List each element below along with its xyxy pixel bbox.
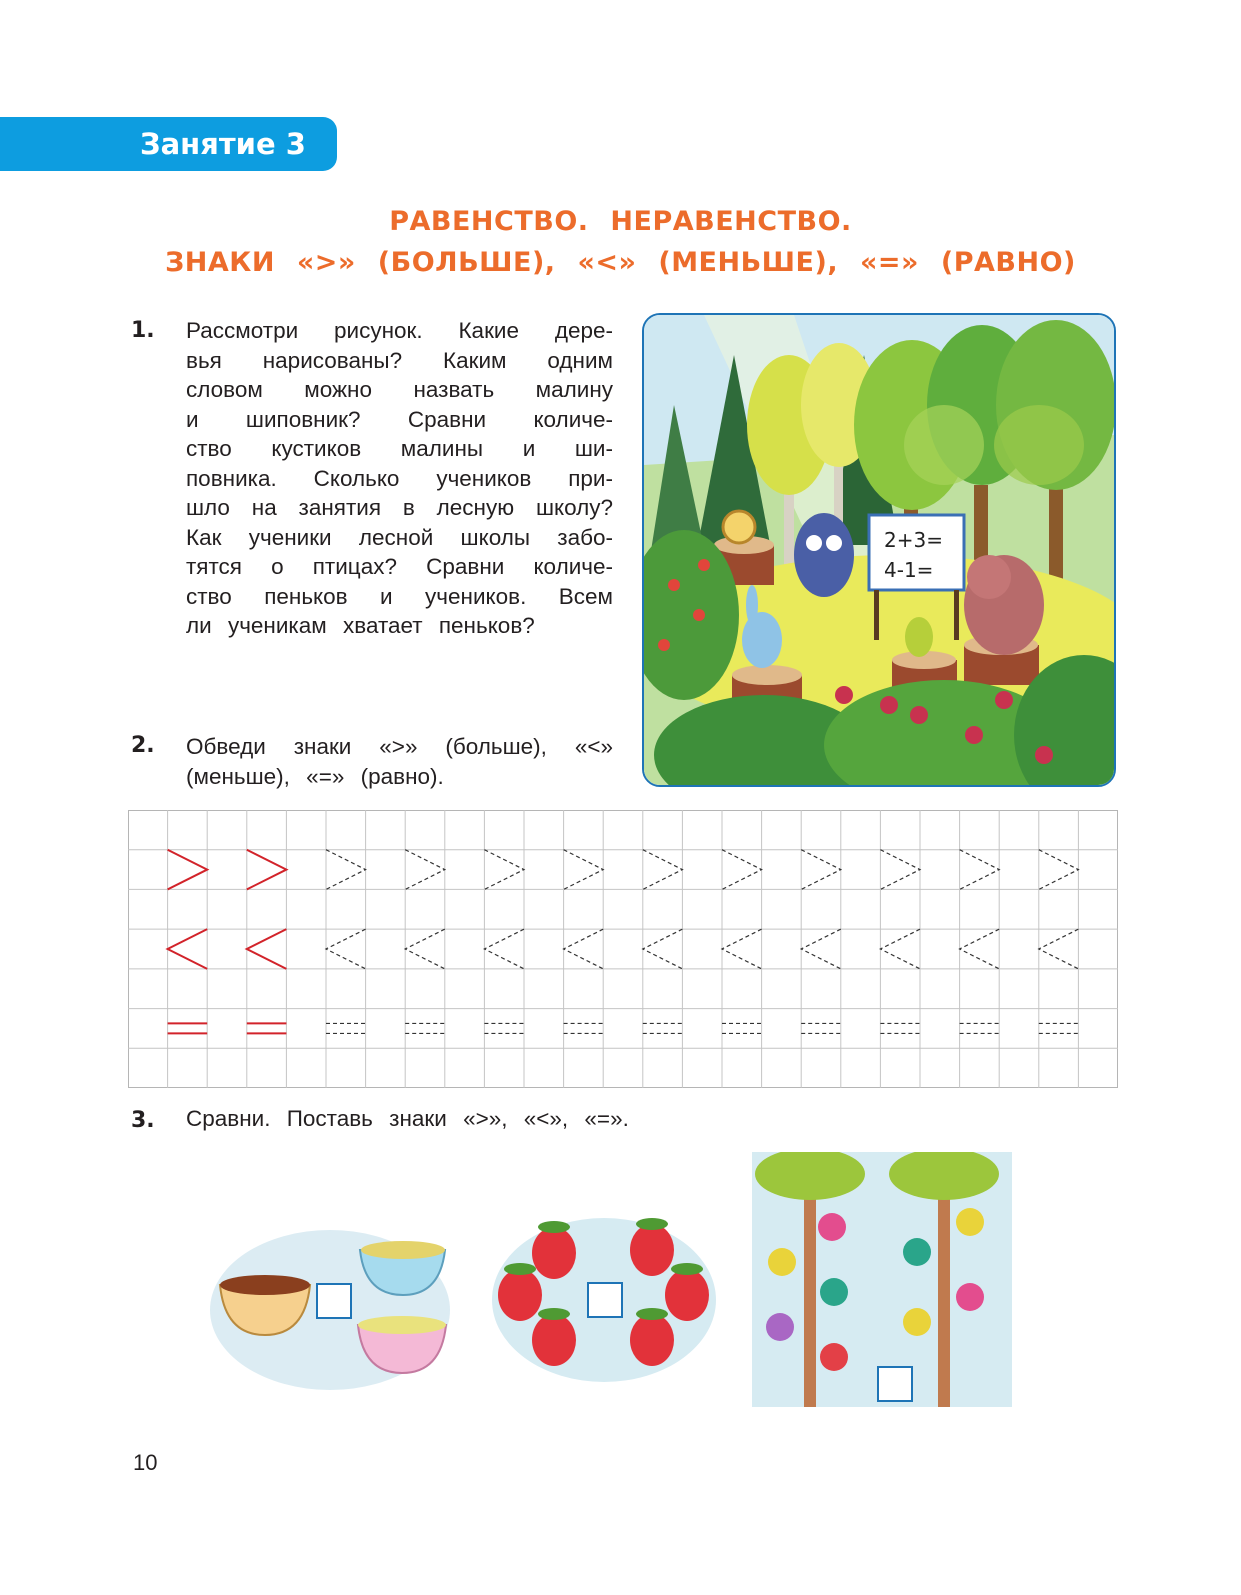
answer-box-strawberries[interactable]: [587, 1282, 623, 1318]
less-than-sign[interactable]: [405, 929, 445, 969]
task1-line: тятся о птицах? Сравни количе-: [186, 554, 613, 579]
greater-than-sign[interactable]: [326, 850, 366, 890]
less-than-sign[interactable]: [722, 929, 762, 969]
forest-scene-icon: [644, 315, 1114, 785]
less-than-sign[interactable]: [326, 929, 366, 969]
task1-text: [186, 316, 613, 641]
less-than-sign: [168, 929, 208, 969]
less-than-sign[interactable]: [484, 929, 524, 969]
greater-than-sign[interactable]: [405, 850, 445, 890]
less-than-sign[interactable]: [643, 929, 683, 969]
answer-box-cups[interactable]: [316, 1283, 352, 1319]
page-number: 10: [133, 1450, 158, 1475]
task1-line: Как ученики лесной школы забо-: [186, 524, 613, 550]
task2-number: 2.: [131, 733, 155, 758]
greater-than-sign[interactable]: [643, 850, 683, 890]
task1-line: и шиповник? Сравни количе-: [186, 406, 613, 432]
forest-school-illustration: [642, 313, 1116, 787]
task1-line: словом можно назвать малину: [186, 377, 613, 402]
answer-box-birds[interactable]: [877, 1366, 913, 1402]
task3-text: Сравни. Поставь знаки «>», «<», «=».: [186, 1106, 629, 1131]
task1-line: повника. Сколько учеников при-: [186, 465, 613, 491]
task1-line: ли ученикам хватает пеньков?: [186, 613, 535, 638]
greater-than-sign[interactable]: [484, 850, 524, 890]
less-than-sign[interactable]: [880, 929, 920, 969]
tracing-grid[interactable]: [128, 810, 1118, 1088]
greater-than-sign[interactable]: [960, 850, 1000, 890]
task1-line: Рассмотри рисунок. Какие дере-: [186, 318, 613, 343]
task2-line: Обведи знаки «>» (больше), «<»: [186, 734, 613, 759]
greater-than-sign: [247, 850, 287, 890]
greater-than-sign[interactable]: [1039, 850, 1079, 890]
greater-than-sign[interactable]: [880, 850, 920, 890]
task3-number: 3.: [131, 1108, 155, 1133]
task2-line: (меньше), «=» (равно).: [186, 763, 444, 789]
greater-than-sign: [168, 850, 208, 890]
less-than-sign[interactable]: [801, 929, 841, 969]
less-than-sign[interactable]: [564, 929, 604, 969]
greater-than-sign[interactable]: [801, 850, 841, 890]
greater-than-sign[interactable]: [722, 850, 762, 890]
task2-text: [186, 732, 613, 791]
task1-line: ство кустиков малины и ши-: [186, 436, 613, 461]
board-line-2: 4-1=: [884, 558, 934, 582]
board-line-1: 2+3=: [884, 528, 943, 552]
task1-line: ство пеньков и учеников. Всем: [186, 583, 613, 609]
less-than-sign[interactable]: [1039, 929, 1079, 969]
title-line-2: ЗНАКИ «>» (БОЛЬШЕ), «<» (МЕНЬШЕ), «=» (РАВНО): [165, 247, 1076, 278]
tracing-grid-canvas[interactable]: [128, 810, 1118, 1088]
less-than-sign[interactable]: [960, 929, 1000, 969]
greater-than-sign[interactable]: [564, 850, 604, 890]
lesson-tab: Занятие 3: [0, 117, 337, 171]
less-than-sign: [247, 929, 287, 969]
task1-number: 1.: [131, 318, 155, 343]
task1-line: вья нарисованы? Каким одним: [186, 347, 613, 373]
task1-line: шло на занятия в лесную школу?: [186, 495, 613, 520]
title-line-1: РАВЕНСТВО. НЕРАВЕНСТВО.: [389, 206, 852, 237]
